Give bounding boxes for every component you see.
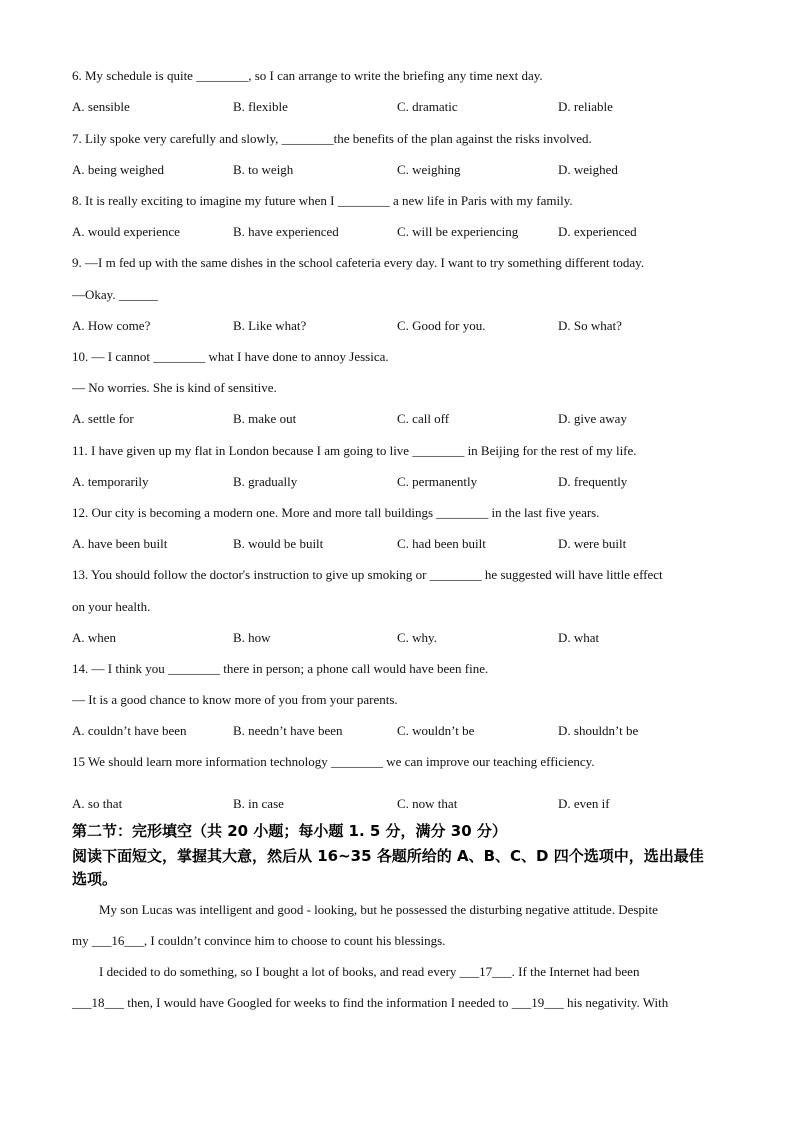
question-12-stem: 12. Our city is becoming a modern one. More and more tall buildings ________ in the last five years. — [72, 505, 600, 520]
question-9-options — [72, 317, 732, 335]
question-11-options — [72, 473, 732, 491]
option-c: C. had been built — [397, 536, 486, 551]
question-9-reply: —Okay. ______ — [72, 287, 158, 302]
passage-line: I decided to do something, so I bought a lot of books, and read every ___17___. If the Internet had been — [99, 964, 640, 979]
question-14-reply: — It is a good chance to know more of you from your parents. — [72, 692, 398, 707]
option-b: B. would be built — [233, 536, 324, 551]
option-b: B. Like what? — [233, 318, 307, 333]
question-14-options — [72, 722, 732, 740]
option-b: B. make out — [233, 411, 297, 426]
option-d: D. even if — [558, 796, 610, 811]
question-15-options — [72, 795, 732, 813]
option-b: B. flexible — [233, 99, 288, 114]
question-15-stem: 15 We should learn more information technology ________ we can improve our teaching efficiency. — [72, 754, 595, 769]
option-d: D. were built — [558, 536, 627, 551]
option-d: D. weighed — [558, 162, 618, 177]
option-d: D. what — [558, 630, 600, 645]
question-10-options — [72, 410, 732, 428]
option-d: D. So what? — [558, 318, 622, 333]
question-13-stem: 13. You should follow the doctor's instruction to give up smoking or ________ he suggested will have little effect — [72, 567, 663, 582]
option-b: B. needn’t have been — [233, 723, 343, 738]
option-b: B. in case — [233, 796, 284, 811]
option-c: C. now that — [397, 796, 458, 811]
question-8-stem: 8. It is really exciting to imagine my future when I ________ a new life in Paris with my family. — [72, 193, 573, 208]
option-d: D. reliable — [558, 99, 613, 114]
section-heading: 第二节：完形填空（共 20 小题；每小题 1. 5 分，满分 30 分） — [72, 822, 507, 840]
option-a: A. How come? — [72, 318, 151, 333]
question-10-stem: 10. — I cannot ________ what I have done to annoy Jessica. — [72, 349, 389, 364]
option-a: A. have been built — [72, 536, 168, 551]
section-instructions: 阅读下面短文，掌握其大意，然后从 16~35 各题所给的 A、B、C、D 四个选项中，选出最佳 — [72, 847, 704, 865]
option-b: B. how — [233, 630, 271, 645]
option-a: A. would experience — [72, 224, 180, 239]
option-b: B. gradually — [233, 474, 298, 489]
option-a: A. couldn’t have been — [72, 723, 187, 738]
option-d: D. experienced — [558, 224, 637, 239]
option-c: C. weighing — [397, 162, 461, 177]
passage-line: ___18___ then, I would have Googled for weeks to find the information I needed to ___19___ his negativity. With — [72, 995, 669, 1010]
option-a: A. sensible — [72, 99, 130, 114]
question-9-stem: 9. —I m fed up with the same dishes in the school cafeteria every day. I want to try something different today. — [72, 255, 645, 270]
question-6-options — [72, 98, 732, 116]
option-c: C. why. — [397, 630, 437, 645]
question-7-stem: 7. Lily spoke very carefully and slowly, ________the benefits of the plan against the risks involved. — [72, 131, 592, 146]
option-c: C. call off — [397, 411, 450, 426]
passage-line: my ___16___, I couldn’t convince him to choose to count his blessings. — [72, 933, 446, 948]
option-d: D. give away — [558, 411, 627, 426]
option-a: A. when — [72, 630, 117, 645]
question-7-options — [72, 161, 732, 179]
question-8-options — [72, 223, 732, 241]
option-b: B. to weigh — [233, 162, 294, 177]
question-13-continued: on your health. — [72, 599, 151, 614]
option-a: A. being weighed — [72, 162, 165, 177]
question-12-options — [72, 535, 732, 553]
option-c: C. permanently — [397, 474, 478, 489]
section-instructions-continued: 选项。 — [72, 870, 118, 888]
option-a: A. so that — [72, 796, 123, 811]
option-a: A. temporarily — [72, 474, 149, 489]
option-d: D. shouldn’t be — [558, 723, 639, 738]
option-c: C. dramatic — [397, 99, 458, 114]
question-6-stem: 6. My schedule is quite ________, so I can arrange to write the briefing any time next day. — [72, 68, 543, 83]
option-c: C. Good for you. — [397, 318, 486, 333]
option-c: C. wouldn’t be — [397, 723, 475, 738]
option-b: B. have experienced — [233, 224, 339, 239]
option-d: D. frequently — [558, 474, 628, 489]
option-a: A. settle for — [72, 411, 134, 426]
question-10-reply: — No worries. She is kind of sensitive. — [72, 380, 277, 395]
question-11-stem: 11. I have given up my flat in London because I am going to live ________ in Beijing for the rest of my life. — [72, 443, 637, 458]
question-14-stem: 14. — I think you ________ there in person; a phone call would have been fine. — [72, 661, 489, 676]
question-13-options — [72, 629, 732, 647]
passage-line: My son Lucas was intelligent and good - looking, but he possessed the disturbing negative attitude. Despite — [99, 902, 658, 917]
option-c: C. will be experiencing — [397, 224, 519, 239]
